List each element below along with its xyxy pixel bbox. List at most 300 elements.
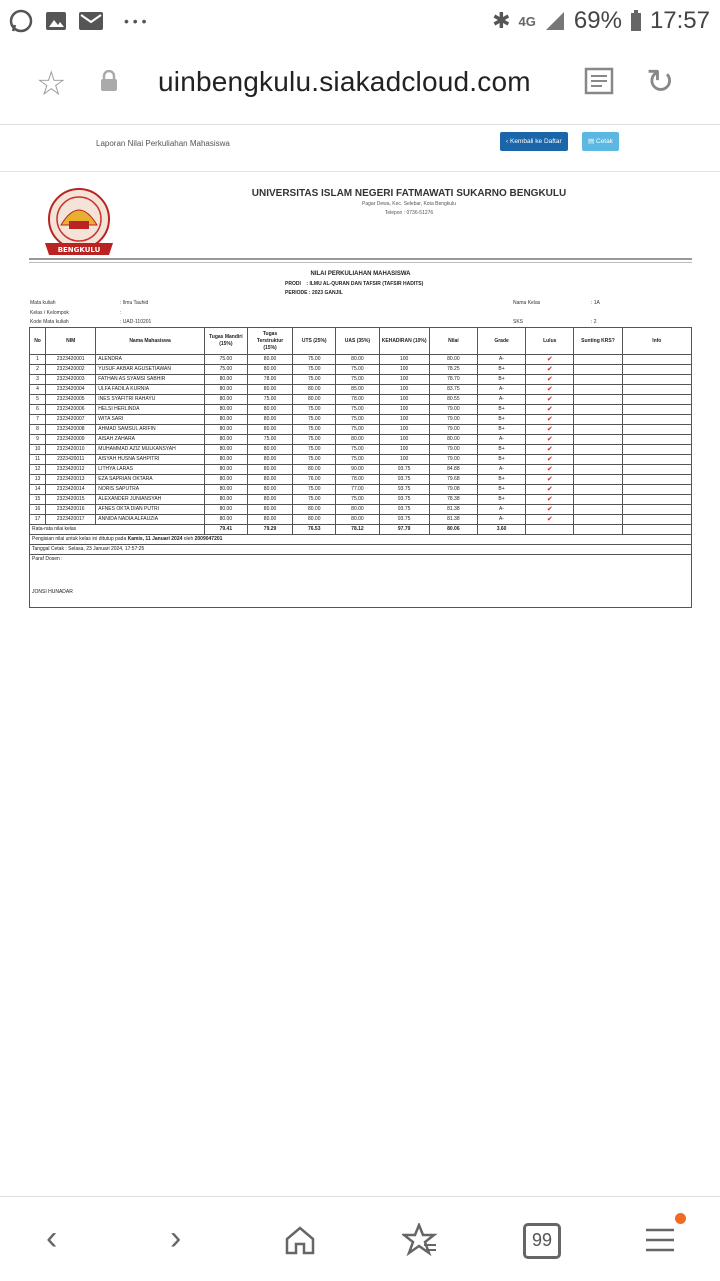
column-header: Tugas Mandiri (15%) — [204, 328, 247, 355]
table-cell: 81.38 — [429, 515, 477, 525]
column-header: Lulus — [526, 328, 574, 355]
table-cell: 100 — [379, 425, 429, 435]
table-cell: 78.00 — [336, 395, 379, 405]
column-header: Tugas Terstruktur (15%) — [247, 328, 292, 355]
table-cell: 83.75 — [429, 385, 477, 395]
table-cell: A- — [477, 505, 525, 515]
table-cell: 93.75 — [379, 505, 429, 515]
lecturer-name: JONSI HUNADAR — [32, 589, 73, 595]
table-cell: AFNES OKTA DIAN PUTRI — [96, 505, 204, 515]
info-cell — [622, 355, 691, 365]
reload-icon[interactable]: ↻ — [646, 63, 675, 101]
nama-kelas-label: Nama Kelas — [513, 300, 541, 306]
lock-icon[interactable] — [100, 70, 118, 98]
table-cell: 80.00 — [204, 375, 247, 385]
sunting-krs-cell — [574, 375, 622, 385]
table-cell: 2323420015 — [46, 495, 96, 505]
table-cell: 78.25 — [429, 365, 477, 375]
table-cell: 80.00 — [336, 355, 379, 365]
lulus-check-icon: ✔ — [526, 445, 574, 455]
column-header: NIM — [46, 328, 96, 355]
summary-empty — [526, 525, 574, 535]
table-cell: 80.00 — [247, 455, 292, 465]
table-cell: HELSI HERLINDA — [96, 405, 204, 415]
sunting-krs-cell — [574, 415, 622, 425]
table-cell: 2323420007 — [46, 415, 96, 425]
table-cell: 80.00 — [293, 385, 336, 395]
table-cell: B+ — [477, 455, 525, 465]
table-cell: 75.00 — [293, 495, 336, 505]
sunting-krs-cell — [574, 355, 622, 365]
table-cell: 80.00 — [293, 515, 336, 525]
info-cell — [622, 395, 691, 405]
info-cell — [622, 415, 691, 425]
summary-value: 76.53 — [293, 525, 336, 535]
sunting-krs-cell — [574, 465, 622, 475]
table-cell: A- — [477, 435, 525, 445]
table-cell: 100 — [379, 415, 429, 425]
periode-line: PERIODE : 2023 GANJIL — [285, 290, 343, 296]
table-cell: AISYAH HUSNA SAHPITRI — [96, 455, 204, 465]
table-cell: 17 — [30, 515, 46, 525]
table-cell: 78.00 — [247, 375, 292, 385]
table-cell: 85.00 — [336, 385, 379, 395]
lulus-check-icon: ✔ — [526, 455, 574, 465]
nama-kelas-value: : 1A — [591, 300, 600, 306]
page-title: Laporan Nilai Perkuliahan Mahasiswa — [96, 139, 230, 148]
table-cell: B+ — [477, 445, 525, 455]
table-cell: ANNIDA NADIA ALFAUZIA — [96, 515, 204, 525]
table-cell: 80.00 — [204, 435, 247, 445]
table-cell: ALEXANDER JUNIANSYAH — [96, 495, 204, 505]
table-cell: 75.00 — [293, 405, 336, 415]
table-cell: 2323420005 — [46, 395, 96, 405]
table-cell: 80.00 — [336, 505, 379, 515]
table-cell: 80.00 — [293, 395, 336, 405]
table-cell: 75.00 — [336, 425, 379, 435]
table-cell: 77.00 — [336, 485, 379, 495]
table-cell: 93.75 — [379, 495, 429, 505]
battery-percent: 69% — [573, 7, 622, 34]
status-bar — [0, 0, 720, 44]
table-cell: 80.00 — [247, 515, 292, 525]
table-cell: B+ — [477, 425, 525, 435]
table-cell: 75.00 — [204, 365, 247, 375]
table-cell: 80.00 — [247, 485, 292, 495]
column-header: Grade — [477, 328, 525, 355]
table-cell: 79.68 — [429, 475, 477, 485]
table-cell: 80.00 — [204, 455, 247, 465]
table-cell: 80.00 — [204, 495, 247, 505]
table-cell: B+ — [477, 415, 525, 425]
sunting-krs-cell — [574, 515, 622, 525]
table-cell: 2323420004 — [46, 385, 96, 395]
clock: 17:57 — [649, 7, 710, 34]
table-cell: 80.00 — [247, 475, 292, 485]
info-cell — [622, 515, 691, 525]
closed-note-row — [30, 535, 692, 545]
info-cell — [622, 475, 691, 485]
info-cell — [622, 455, 691, 465]
column-header: Sunting KRS? — [574, 328, 622, 355]
column-header: Info — [622, 328, 691, 355]
sunting-krs-cell — [574, 385, 622, 395]
table-cell: 84.88 — [429, 465, 477, 475]
table-cell: 75.00 — [293, 375, 336, 385]
table-cell: B+ — [477, 375, 525, 385]
back-button-label: Kembali ke Daftar — [509, 138, 562, 145]
paraf-label: Paraf Dosen : — [32, 556, 63, 562]
table-cell: MUHAMMAD AZIZ MULKANSYAH — [96, 445, 204, 455]
table-cell: 2323420011 — [46, 455, 96, 465]
table-cell: 100 — [379, 455, 429, 465]
university-name: UNIVERSITAS ISLAM NEGERI FATMAWATI SUKARNO BENGKULU — [251, 188, 567, 199]
table-cell: 75.00 — [293, 415, 336, 425]
table-cell: B+ — [477, 485, 525, 495]
table-cell: 15 — [30, 495, 46, 505]
table-cell: YUSUF AKBAR AGUSETIAWAN — [96, 365, 204, 375]
table-cell: 80.00 — [204, 515, 247, 525]
table-cell: 3 — [30, 375, 46, 385]
mail-icon — [78, 10, 104, 32]
info-cell — [622, 405, 691, 415]
svg-text:BENGKULU: BENGKULU — [57, 246, 101, 254]
table-cell: 75.00 — [247, 435, 292, 445]
table-cell: 2323420006 — [46, 405, 96, 415]
table-cell: 100 — [379, 385, 429, 395]
table-cell: 80.00 — [204, 465, 247, 475]
tabs-button[interactable]: 99 — [523, 1223, 561, 1259]
prodi-line: PRODI : ILMU AL-QURAN DAN TAFSIR (TAFSIR HADITS) — [285, 281, 424, 287]
bookmark-star-icon[interactable]: ☆ — [36, 65, 67, 103]
mk-label: Mata kuliah — [30, 300, 56, 306]
print-button[interactable]: ▤ Cetak — [582, 132, 619, 151]
lulus-check-icon: ✔ — [526, 515, 574, 525]
column-header: Nama Mahasiswa — [96, 328, 204, 355]
print-date: Tanggal Cetak : Selasa, 23 Januari 2024, 17:57:25 — [30, 545, 692, 555]
bluetooth-icon: ✱ — [492, 8, 511, 33]
table-cell: 80.00 — [429, 435, 477, 445]
print-date-row — [30, 545, 692, 555]
lulus-check-icon: ✔ — [526, 395, 574, 405]
table-cell: 80.00 — [204, 475, 247, 485]
university-phone: Telepon : 0736-51276 — [384, 210, 434, 216]
table-cell: 2323420003 — [46, 375, 96, 385]
column-header: KEHADIRAN (10%) — [379, 328, 429, 355]
table-cell: NORIS SAPUTRA — [96, 485, 204, 495]
summary-empty — [622, 525, 691, 535]
summary-label: Rata-rata nilai kelas — [30, 525, 205, 535]
table-cell: 5 — [30, 395, 46, 405]
table-cell: 80.00 — [336, 515, 379, 525]
sunting-krs-cell — [574, 505, 622, 515]
sks-value: : 2 — [591, 319, 597, 325]
table-cell: 80.00 — [293, 465, 336, 475]
report-toolbar — [0, 125, 720, 172]
table-cell: 75.00 — [247, 395, 292, 405]
report-title: NILAI PERKULIAHAN MAHASISWA — [310, 271, 411, 277]
table-cell: 80.00 — [247, 465, 292, 475]
browser-bottom-nav — [0, 1196, 720, 1281]
table-cell: 93.75 — [379, 515, 429, 525]
signature-row — [30, 555, 692, 608]
table-cell: 93.75 — [379, 475, 429, 485]
table-cell: AHMAD SAMSUL ARIFIN — [96, 425, 204, 435]
table-cell: B+ — [477, 495, 525, 505]
table-cell: FATHAN AS SYAMSI SABHIR — [96, 375, 204, 385]
sunting-krs-cell — [574, 485, 622, 495]
table-cell: 2323420002 — [46, 365, 96, 375]
lulus-check-icon: ✔ — [526, 365, 574, 375]
info-cell — [622, 365, 691, 375]
sunting-krs-cell — [574, 495, 622, 505]
lulus-check-icon: ✔ — [526, 425, 574, 435]
table-cell: INES SYAFITRI RAHAYU — [96, 395, 204, 405]
table-row — [30, 365, 692, 375]
lulus-check-icon: ✔ — [526, 465, 574, 475]
table-row — [30, 355, 692, 365]
table-cell: B+ — [477, 475, 525, 485]
table-cell: 1 — [30, 355, 46, 365]
table-cell: 80.55 — [429, 395, 477, 405]
table-cell: 75.00 — [336, 455, 379, 465]
table-cell: 80.00 — [204, 505, 247, 515]
column-header: No — [30, 328, 46, 355]
kode-label: Kode Mata kuliah — [30, 319, 69, 325]
summary-value: 80.06 — [429, 525, 477, 535]
table-cell: 93.75 — [379, 485, 429, 495]
lulus-check-icon: ✔ — [526, 385, 574, 395]
table-cell: 93.75 — [379, 465, 429, 475]
notification-dot — [675, 1213, 686, 1224]
kode-value: : UAD-110201 — [120, 319, 152, 325]
table-cell: 80.00 — [247, 405, 292, 415]
table-cell: 2323420001 — [46, 355, 96, 365]
table-cell: 79.00 — [429, 445, 477, 455]
table-cell: WITA SARI — [96, 415, 204, 425]
table-cell: 7 — [30, 415, 46, 425]
table-cell: 80.00 — [247, 415, 292, 425]
table-cell: ULFA FADILA KURNIA — [96, 385, 204, 395]
table-row — [30, 415, 692, 425]
table-row — [30, 495, 692, 505]
info-cell — [622, 425, 691, 435]
table-cell: 10 — [30, 445, 46, 455]
network-type: 4G — [518, 13, 536, 29]
table-cell: 16 — [30, 505, 46, 515]
header-divider-thin — [29, 262, 692, 263]
table-cell: 80.00 — [247, 385, 292, 395]
column-header: UAS (35%) — [336, 328, 379, 355]
table-row — [30, 455, 692, 465]
table-cell: 79.00 — [429, 405, 477, 415]
table-cell: 11 — [30, 455, 46, 465]
table-cell: 80.00 — [247, 495, 292, 505]
lulus-check-icon: ✔ — [526, 485, 574, 495]
table-cell: 75.00 — [293, 485, 336, 495]
table-cell: 80.00 — [247, 425, 292, 435]
lulus-check-icon: ✔ — [526, 355, 574, 365]
table-row — [30, 445, 692, 455]
sunting-krs-cell — [574, 395, 622, 405]
lulus-check-icon: ✔ — [526, 375, 574, 385]
table-cell: 100 — [379, 395, 429, 405]
lulus-check-icon: ✔ — [526, 495, 574, 505]
table-row — [30, 465, 692, 475]
table-cell: 2323420013 — [46, 475, 96, 485]
table-cell: 78.70 — [429, 375, 477, 385]
table-cell: A- — [477, 395, 525, 405]
table-cell: ALENDRA — [96, 355, 204, 365]
table-cell: 2323420012 — [46, 465, 96, 475]
table-cell: 79.08 — [429, 485, 477, 495]
table-cell: 2 — [30, 365, 46, 375]
table-cell: 2323420010 — [46, 445, 96, 455]
mk-value: : Ilmu Tauhid — [120, 300, 149, 306]
table-cell: B+ — [477, 365, 525, 375]
lulus-check-icon: ✔ — [526, 405, 574, 415]
sunting-krs-cell — [574, 405, 622, 415]
table-row — [30, 375, 692, 385]
sunting-krs-cell — [574, 455, 622, 465]
more-notifications-icon: • • • — [124, 13, 147, 29]
summary-empty — [574, 525, 622, 535]
table-cell: 76.00 — [293, 475, 336, 485]
table-cell: 80.00 — [204, 425, 247, 435]
table-cell: 90.00 — [336, 465, 379, 475]
table-cell: 13 — [30, 475, 46, 485]
table-cell: 2323420008 — [46, 425, 96, 435]
table-cell: 80.00 — [204, 445, 247, 455]
table-cell: 100 — [379, 355, 429, 365]
summary-value: 97.79 — [379, 525, 429, 535]
table-cell: 80.00 — [204, 405, 247, 415]
table-cell: 100 — [379, 365, 429, 375]
closed-note: Pengisian nilai untuk kelas ini ditutup pada Kamis, 11 Januari 2024 oleh 2009047201 — [30, 535, 692, 545]
table-cell: 79.00 — [429, 455, 477, 465]
lulus-check-icon: ✔ — [526, 415, 574, 425]
summary-value: 79.41 — [204, 525, 247, 535]
table-row — [30, 405, 692, 415]
whatsapp-icon — [8, 8, 34, 34]
table-cell: 80.00 — [204, 415, 247, 425]
table-cell: 80.00 — [247, 505, 292, 515]
battery-icon — [630, 10, 642, 32]
table-cell: 80.00 — [247, 355, 292, 365]
table-cell: 75.00 — [293, 445, 336, 455]
table-cell: 79.00 — [429, 425, 477, 435]
grades-table — [29, 327, 692, 608]
table-cell: A- — [477, 515, 525, 525]
table-cell: 2323420014 — [46, 485, 96, 495]
sunting-krs-cell — [574, 475, 622, 485]
info-cell — [622, 445, 691, 455]
sks-label: SKS — [513, 319, 524, 325]
back-icon[interactable]: ‹ — [46, 1219, 58, 1257]
table-row — [30, 485, 692, 495]
url-text[interactable]: uinbengkulu.siakadcloud.com — [158, 66, 531, 97]
table-cell: 75.00 — [293, 455, 336, 465]
table-cell: EZA SAPRIAN OKTARA — [96, 475, 204, 485]
info-cell — [622, 435, 691, 445]
table-cell: LITHYA LARAS — [96, 465, 204, 475]
table-row — [30, 395, 692, 405]
summary-value: 78.12 — [336, 525, 379, 535]
info-cell — [622, 505, 691, 515]
summary-row — [30, 525, 692, 535]
table-cell: A- — [477, 355, 525, 365]
table-cell: B+ — [477, 405, 525, 415]
table-cell: 75.00 — [204, 355, 247, 365]
table-row — [30, 515, 692, 525]
table-header-row — [30, 328, 692, 355]
kelas-label: Kelas / Kelompok — [30, 310, 69, 316]
table-cell: 80.00 — [247, 445, 292, 455]
lulus-check-icon: ✔ — [526, 505, 574, 515]
table-cell: 75.00 — [336, 405, 379, 415]
gallery-icon — [44, 9, 68, 33]
table-cell: 100 — [379, 405, 429, 415]
table-cell: 75.00 — [336, 415, 379, 425]
reader-mode-icon[interactable] — [584, 66, 614, 96]
kelas-value: : — [120, 310, 122, 316]
info-cell — [622, 385, 691, 395]
table-row — [30, 425, 692, 435]
table-cell: 81.38 — [429, 505, 477, 515]
table-cell: 80.00 — [429, 355, 477, 365]
table-cell: 6 — [30, 405, 46, 415]
signal-icon — [544, 10, 566, 32]
menu-icon[interactable] — [644, 1227, 676, 1253]
table-cell: 100 — [379, 375, 429, 385]
table-cell: 14 — [30, 485, 46, 495]
forward-icon[interactable]: › — [170, 1219, 182, 1257]
table-cell: 79.00 — [429, 415, 477, 425]
bookmarks-icon[interactable] — [402, 1223, 438, 1257]
table-cell: 75.00 — [336, 495, 379, 505]
lulus-check-icon: ✔ — [526, 435, 574, 445]
sunting-krs-cell — [574, 445, 622, 455]
table-cell: 12 — [30, 465, 46, 475]
table-cell: 80.00 — [204, 485, 247, 495]
info-cell — [622, 485, 691, 495]
print-button-label: Cetak — [595, 138, 613, 145]
info-cell — [622, 465, 691, 475]
table-cell: 4 — [30, 385, 46, 395]
table-cell: 75.00 — [293, 425, 336, 435]
table-cell: 75.00 — [336, 365, 379, 375]
table-row — [30, 385, 692, 395]
table-cell: 75.00 — [293, 355, 336, 365]
table-row — [30, 505, 692, 515]
table-cell: 80.00 — [336, 435, 379, 445]
table-cell: 8 — [30, 425, 46, 435]
table-cell: AISAH ZAHARA — [96, 435, 204, 445]
lulus-check-icon: ✔ — [526, 475, 574, 485]
info-cell — [622, 495, 691, 505]
table-cell: 2323420016 — [46, 505, 96, 515]
table-cell: 80.00 — [204, 395, 247, 405]
sunting-krs-cell — [574, 435, 622, 445]
table-cell: 75.00 — [293, 435, 336, 445]
table-cell: A- — [477, 385, 525, 395]
home-icon[interactable] — [284, 1225, 316, 1255]
back-to-list-button[interactable]: ‹ Kembali ke Daftar — [500, 132, 568, 151]
table-cell: 78.00 — [336, 475, 379, 485]
column-header: UTS (25%) — [293, 328, 336, 355]
table-cell: 80.00 — [247, 365, 292, 375]
table-cell: 9 — [30, 435, 46, 445]
